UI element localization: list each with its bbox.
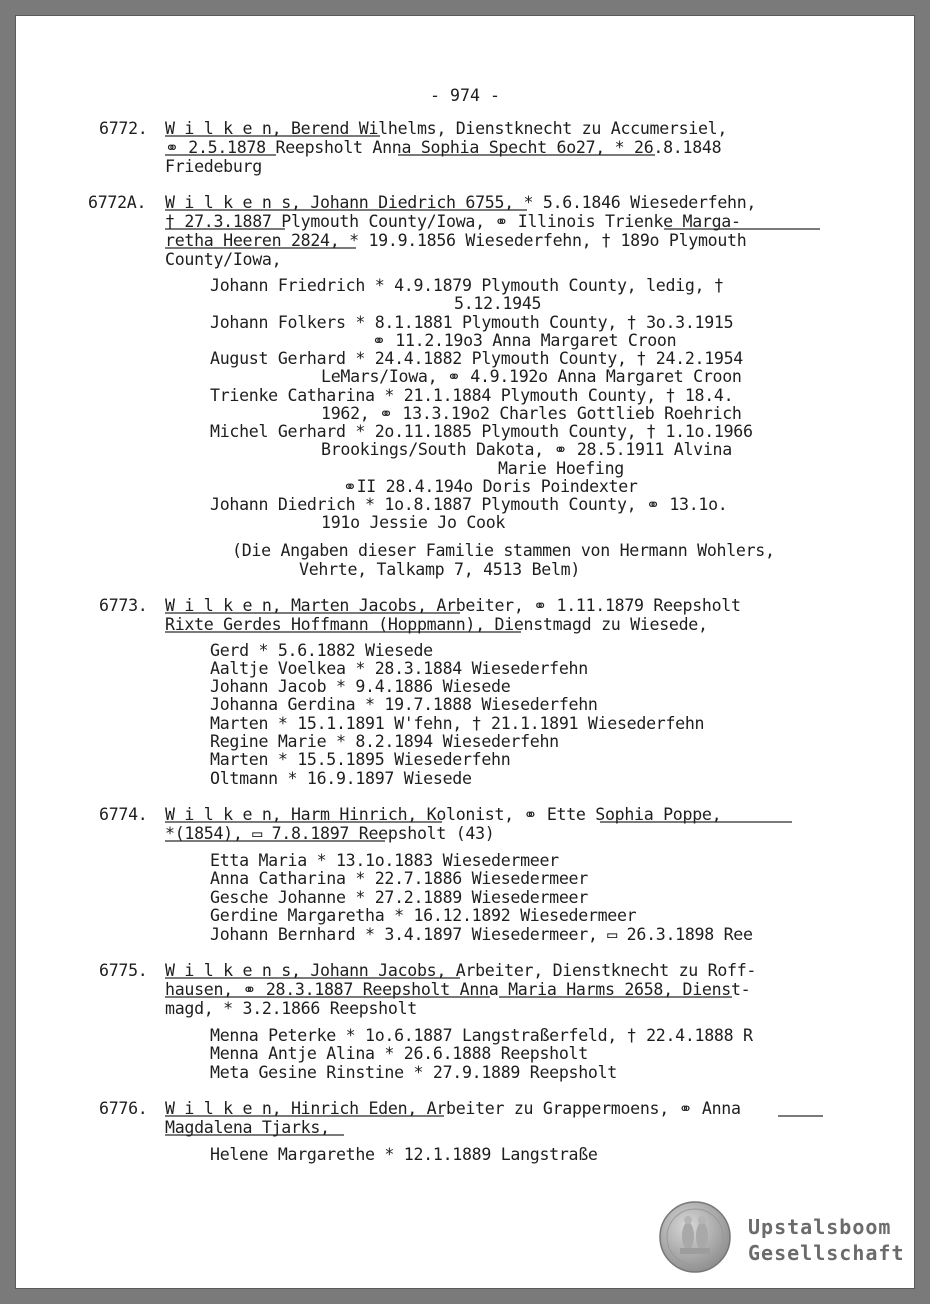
child-line: Trienke Catharina * 21.1.1884 Plymouth County, † 18.4. xyxy=(210,386,734,405)
child-line: Johann Jacob * 9.4.1886 Wiesede xyxy=(210,677,511,696)
child-line: Brookings/South Dakota, ⚭ 28.5.1911 Alvina xyxy=(321,440,732,459)
child-line: Johanna Gerdina * 19.7.1888 Wiesederfehn xyxy=(210,695,598,714)
entry-head-line: retha Heeren 2824, * 19.9.1856 Wiesederfehn, † 189o Plymouth xyxy=(165,231,747,250)
entry-head-line: W i l k e n, Marten Jacobs, Arbeiter, ⚭ 1.11.1879 Reepsholt xyxy=(165,596,741,615)
child-line: Marten * 15.1.1891 W'fehn, † 21.1.1891 Wiesederfehn xyxy=(210,714,705,733)
entry-head-line: hausen, ⚭ 28.3.1887 Reepsholt Anna Maria Harms 2658, Dienst- xyxy=(165,980,751,999)
child-line: Marie Hoefing xyxy=(498,459,624,478)
entry-head-line: magd, * 3.2.1866 Reepsholt xyxy=(165,999,417,1018)
entry-id: 6775. xyxy=(99,961,148,980)
child-line: Oltmann * 16.9.1897 Wiesede xyxy=(210,769,472,788)
source-note: (Die Angaben dieser Familie stammen von Hermann Wohlers, xyxy=(232,541,775,560)
entry-head-line: *(1854), ▭ 7.8.1897 Reepsholt (43) xyxy=(165,824,495,843)
source-note: Vehrte, Talkamp 7, 4513 Belm) xyxy=(299,560,581,579)
society-seal-icon xyxy=(658,1200,732,1274)
entry-head-line: † 27.3.1887 Plymouth County/Iowa, ⚭ Illinois Trienke Marga- xyxy=(165,212,741,231)
child-line: Menna Peterke * 1o.6.1887 Langstraßerfeld, † 22.4.1888 R xyxy=(210,1026,753,1045)
entry-head-line: W i l k e n s, Johann Diedrich 6755, * 5.6.1846 Wiesederfehn, xyxy=(165,193,757,212)
child-line: Gerdine Margaretha * 16.12.1892 Wiesedermeer xyxy=(210,906,637,925)
child-line: ⚭II 28.4.194o Doris Poindexter xyxy=(343,477,638,496)
entry-head-line: Rixte Gerdes Hoffmann (Hoppmann), Dienstmagd zu Wiesede, xyxy=(165,615,708,634)
entry-id: 6772A. xyxy=(88,193,147,212)
child-line: August Gerhard * 24.4.1882 Plymouth County, † 24.2.1954 xyxy=(210,349,743,368)
entry-head-line: W i l k e n, Berend Wilhelms, Dienstknecht zu Accumersiel, xyxy=(165,119,728,138)
seal-name-line1: Upstalsboom xyxy=(748,1215,892,1239)
child-line: Johann Bernhard * 3.4.1897 Wiesedermeer, ▭ 26.3.1898 Ree xyxy=(210,925,753,944)
entry-id: 6776. xyxy=(99,1099,148,1118)
entry-id: 6772. xyxy=(99,119,148,138)
child-line: Anna Catharina * 22.7.1886 Wiesedermeer xyxy=(210,869,588,888)
child-line: Gesche Johanne * 27.2.1889 Wiesedermeer xyxy=(210,888,588,907)
child-line: Gerd * 5.6.1882 Wiesede xyxy=(210,641,433,660)
child-line: 1962, ⚭ 13.3.19o2 Charles Gottlieb Roehrich xyxy=(321,404,742,423)
child-line: Aaltje Voelkea * 28.3.1884 Wiesederfehn xyxy=(210,659,588,678)
child-line: ⚭ 11.2.19o3 Anna Margaret Croon xyxy=(372,331,677,350)
seal-name-line2: Gesellschaft xyxy=(748,1241,905,1265)
child-line: Regine Marie * 8.2.1894 Wiesederfehn xyxy=(210,732,559,751)
entry-head-line: W i l k e n, Harm Hinrich, Kolonist, ⚭ Ette Sophia Poppe, xyxy=(165,805,722,824)
entry-id: 6773. xyxy=(99,596,148,615)
child-line: Helene Margarethe * 12.1.1889 Langstraße xyxy=(210,1145,598,1164)
child-line: Johann Folkers * 8.1.1881 Plymouth County, † 3o.3.1915 xyxy=(210,313,734,332)
child-line: Etta Maria * 13.1o.1883 Wiesedermeer xyxy=(210,851,559,870)
entry-id: 6774. xyxy=(99,805,148,824)
entry-head-line: W i l k e n s, Johann Jacobs, Arbeiter, Dienstknecht zu Roff- xyxy=(165,961,757,980)
child-line: LeMars/Iowa, ⚭ 4.9.192o Anna Margaret Croon xyxy=(321,367,742,386)
child-line: 191o Jessie Jo Cook xyxy=(321,513,506,532)
entry-head-line: Friedeburg xyxy=(165,157,262,176)
child-line: Marten * 15.5.1895 Wiesederfehn xyxy=(210,750,511,769)
entry-head-line: County/Iowa, xyxy=(165,250,282,269)
entry-head-line: Magdalena Tjarks, xyxy=(165,1118,330,1137)
child-line: Menna Antje Alina * 26.6.1888 Reepsholt xyxy=(210,1044,588,1063)
entry-head-line: ⚭ 2.5.1878 Reepsholt Anna Sophia Specht 6o27, * 26.8.1848 xyxy=(165,138,722,157)
child-line: Michel Gerhard * 2o.11.1885 Plymouth County, † 1.1o.1966 xyxy=(210,422,753,441)
child-line: 5.12.1945 xyxy=(454,294,542,313)
child-line: Johann Friedrich * 4.9.1879 Plymouth County, ledig, † xyxy=(210,276,724,295)
child-line: Johann Diedrich * 1o.8.1887 Plymouth County, ⚭ 13.1o. xyxy=(210,495,728,514)
child-line: Meta Gesine Rinstine * 27.9.1889 Reepsholt xyxy=(210,1063,617,1082)
page-number: - 974 - xyxy=(430,86,500,105)
entry-head-line: W i l k e n, Hinrich Eden, Arbeiter zu Grappermoens, ⚭ Anna xyxy=(165,1099,741,1118)
